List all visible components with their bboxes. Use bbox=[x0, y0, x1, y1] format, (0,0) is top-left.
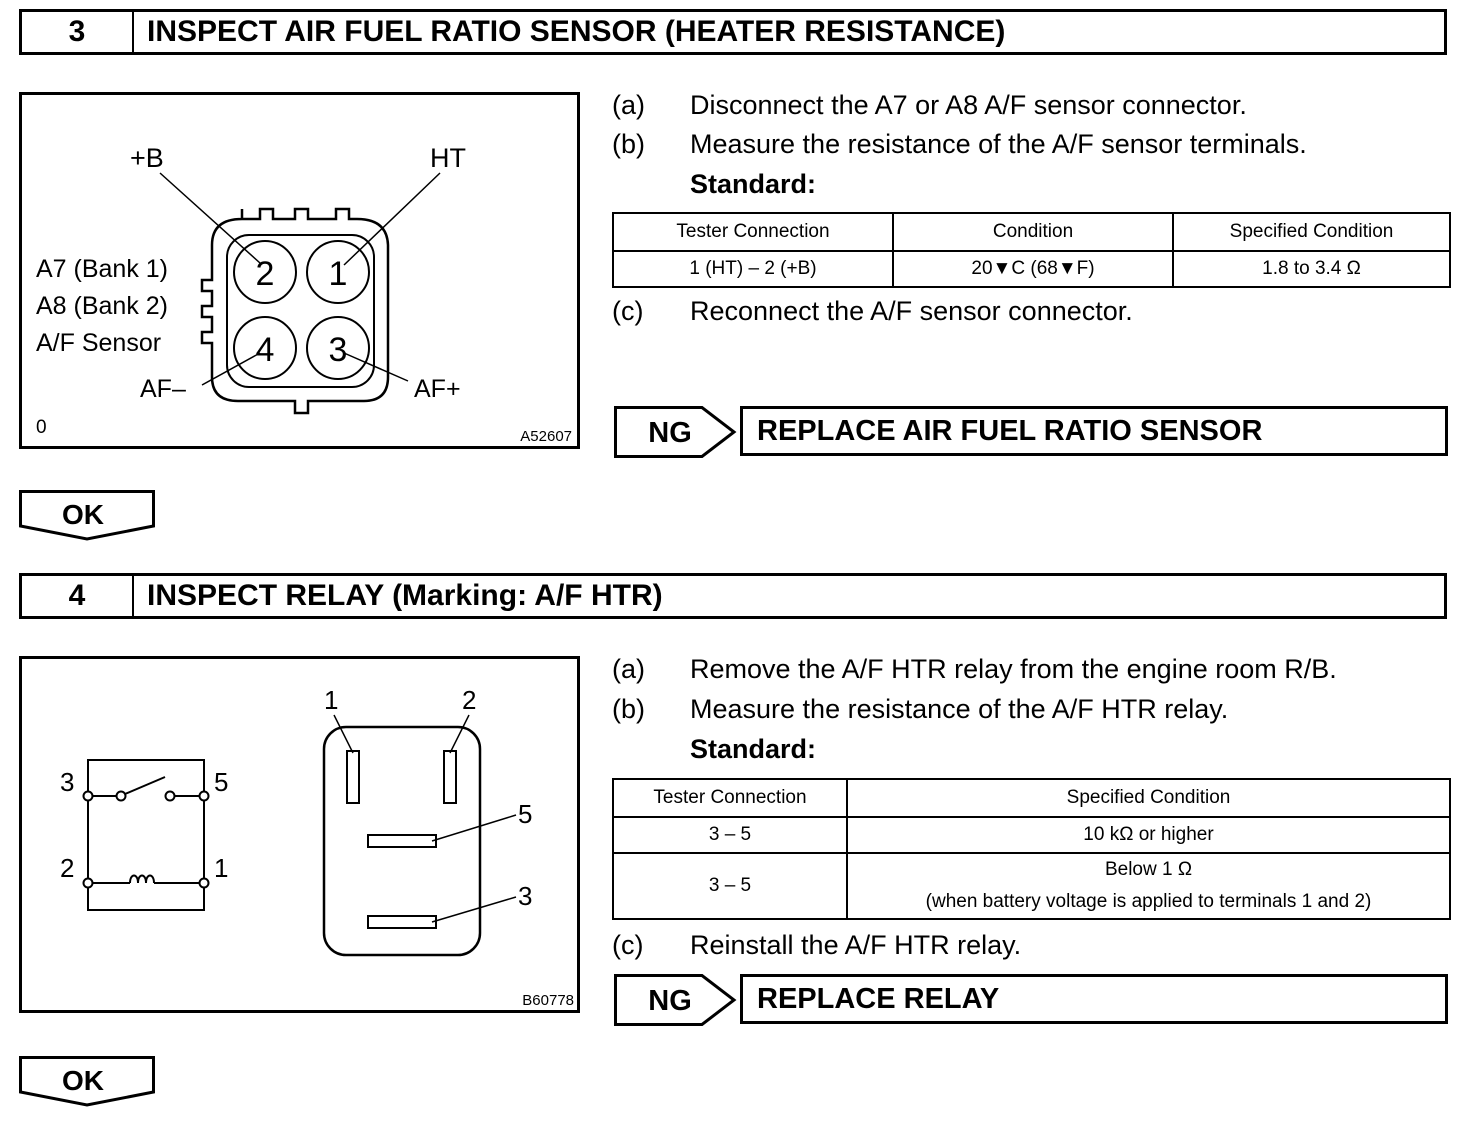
step-letter: (a) bbox=[612, 654, 645, 684]
table-header-cell: Tester Connection bbox=[613, 213, 893, 251]
switch-contact bbox=[166, 792, 175, 801]
table-cell: 20▼C (68▼F) bbox=[893, 251, 1173, 287]
af-plus-leader-line bbox=[344, 353, 408, 381]
ok-arrow-shape bbox=[19, 1056, 157, 1108]
section4-ok-box bbox=[19, 1056, 157, 1113]
table-header-row bbox=[613, 213, 1450, 251]
relay-diagram bbox=[22, 659, 577, 1010]
relay-schematic-frame bbox=[88, 760, 204, 910]
connector-name-line2: A8 (Bank 2) bbox=[36, 292, 169, 320]
schematic-label-3: 3 bbox=[60, 767, 75, 797]
connector-housing-shape bbox=[202, 209, 388, 413]
step-text: Reconnect the A/F sensor connector. bbox=[690, 296, 1133, 326]
step-letter: (c) bbox=[612, 930, 644, 960]
step-text: Measure the resistance of the A/F sensor terminals. bbox=[690, 129, 1307, 159]
connector-name-line3: A/F Sensor bbox=[36, 329, 162, 357]
table-cell: 1.8 to 3.4 Ω bbox=[1173, 251, 1450, 287]
connector-name-line1: A7 (Bank 1) bbox=[36, 255, 169, 283]
relay-pin-5-blade bbox=[368, 835, 436, 847]
section3-title: INSPECT AIR FUEL RATIO SENSOR (HEATER RESISTANCE) bbox=[147, 15, 1006, 48]
section4-title: INSPECT RELAY (Marking: A/F HTR) bbox=[147, 579, 663, 612]
figure-id-label: B60778 bbox=[522, 992, 574, 1009]
section3-spec-table bbox=[612, 212, 1451, 288]
step-letter: (a) bbox=[612, 90, 645, 120]
pin-1-label: 1 bbox=[328, 255, 348, 293]
relay-figure bbox=[19, 656, 580, 1013]
ng-label: NG bbox=[648, 985, 692, 1017]
af-minus-label: AF– bbox=[140, 375, 186, 403]
relay-pin-2-leader bbox=[450, 715, 469, 753]
table-cell bbox=[847, 853, 1450, 919]
section3-number: 3 bbox=[22, 12, 134, 52]
relay-pin-1-blade bbox=[347, 751, 359, 803]
table-cell: 3 – 5 bbox=[613, 853, 847, 919]
pin-4-label: 4 bbox=[255, 331, 275, 369]
relay-label-3: 3 bbox=[518, 881, 533, 911]
relay-pin-3-leader bbox=[432, 897, 516, 922]
section4-standard-label: Standard: bbox=[690, 734, 817, 764]
table-row bbox=[613, 817, 1450, 853]
table-row bbox=[613, 251, 1450, 287]
pin-3-label: 3 bbox=[328, 331, 348, 369]
table-cell: 1 (HT) – 2 (+B) bbox=[613, 251, 893, 287]
schematic-terminal-2 bbox=[84, 879, 93, 888]
table-cell: 10 kΩ or higher bbox=[847, 817, 1450, 853]
section4-header bbox=[19, 573, 1447, 619]
relay-label-1: 1 bbox=[324, 685, 339, 715]
ok-label: OK bbox=[62, 1065, 104, 1096]
step-text: Remove the A/F HTR relay from the engine room R/B. bbox=[690, 654, 1337, 684]
ht-label: HT bbox=[430, 143, 466, 173]
section3-ok-box bbox=[19, 490, 157, 547]
af-sensor-connector-diagram bbox=[22, 95, 577, 446]
pin-2-label: 2 bbox=[255, 255, 275, 293]
switch-contact-arm bbox=[125, 777, 165, 794]
spec-line: Below 1 Ω bbox=[1104, 859, 1193, 880]
section3-standard-label: Standard: bbox=[690, 169, 817, 199]
ng-arrow-shape bbox=[614, 406, 738, 458]
table-header-cell: Specified Condition bbox=[1173, 213, 1450, 251]
relay-label-5: 5 bbox=[518, 799, 533, 829]
section4-ng-box bbox=[614, 974, 738, 1031]
table-header-cell: Condition bbox=[893, 213, 1173, 251]
plus-b-label: +B bbox=[130, 143, 164, 173]
step-text: Reinstall the A/F HTR relay. bbox=[690, 930, 1022, 960]
relay-pin-1-leader bbox=[334, 715, 353, 753]
table-header-cell: Tester Connection bbox=[613, 779, 847, 817]
table-cell: 3 – 5 bbox=[613, 817, 847, 853]
relay-pin-2-blade bbox=[444, 751, 456, 803]
ng-label: NG bbox=[648, 417, 692, 449]
switch-pivot bbox=[117, 792, 126, 801]
table-row bbox=[613, 853, 1450, 919]
figure-id-label: A52607 bbox=[520, 428, 572, 445]
step-letter: (c) bbox=[612, 296, 644, 326]
relay-label-2: 2 bbox=[462, 685, 477, 715]
relay-pin-3-blade bbox=[368, 916, 436, 928]
figure-corner-mark: 0 bbox=[36, 417, 47, 438]
step-text: Measure the resistance of the A/F HTR relay. bbox=[690, 694, 1229, 724]
ng-arrow-shape bbox=[614, 974, 738, 1026]
schematic-label-5: 5 bbox=[214, 767, 229, 797]
section3-ng-result: REPLACE AIR FUEL RATIO SENSOR bbox=[740, 406, 1448, 456]
schematic-label-2: 2 bbox=[60, 853, 75, 883]
spec-line: (when battery voltage is applied to terminals 1 and 2) bbox=[925, 891, 1372, 912]
af-minus-leader-line bbox=[202, 353, 260, 385]
section3-ng-box bbox=[614, 406, 738, 463]
relay-pin-5-leader bbox=[432, 815, 516, 841]
section4-ng-result: REPLACE RELAY bbox=[740, 974, 1448, 1024]
section4-number: 4 bbox=[22, 576, 134, 616]
step-letter: (b) bbox=[612, 129, 645, 159]
table-header-cell: Specified Condition bbox=[847, 779, 1450, 817]
section3-header bbox=[19, 9, 1447, 55]
coil-icon bbox=[130, 876, 154, 884]
ok-arrow-shape bbox=[19, 490, 157, 542]
section4-spec-table bbox=[612, 778, 1451, 920]
schematic-terminal-1 bbox=[200, 879, 209, 888]
schematic-terminal-5 bbox=[200, 792, 209, 801]
step-letter: (b) bbox=[612, 694, 645, 724]
af-sensor-figure bbox=[19, 92, 580, 449]
schematic-terminal-3 bbox=[84, 792, 93, 801]
step-text: Disconnect the A7 or A8 A/F sensor connector. bbox=[690, 90, 1247, 120]
af-plus-label: AF+ bbox=[414, 375, 461, 403]
ok-label: OK bbox=[62, 499, 104, 530]
table-header-row bbox=[613, 779, 1450, 817]
schematic-label-1: 1 bbox=[214, 853, 229, 883]
